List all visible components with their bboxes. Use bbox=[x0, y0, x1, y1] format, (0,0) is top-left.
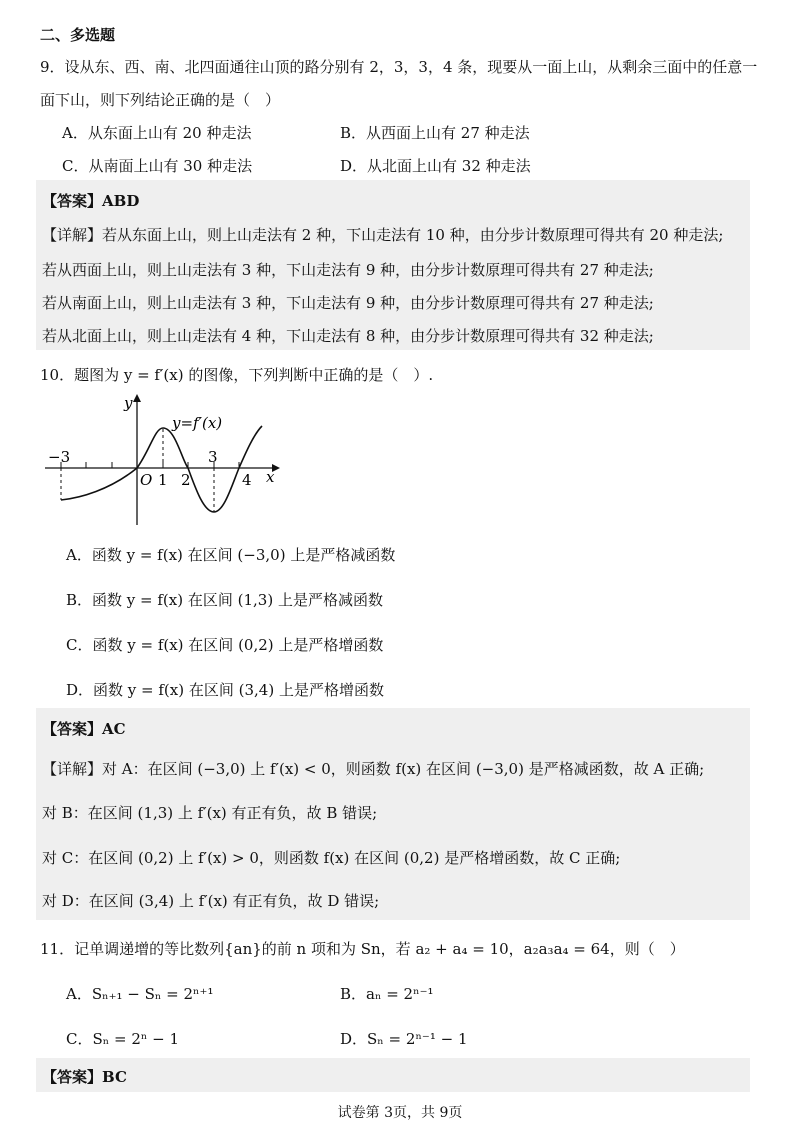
q9-stem-line2: 面下山，则下列结论正确的是（ ） bbox=[40, 91, 281, 109]
q9-detail-line: 若从南面上山，则上山走法有 3 种，下山走法有 9 种，由分步计数原理可得共有 27 种走法; bbox=[42, 294, 654, 312]
q11-option-a: A．Sₙ₊₁ − Sₙ = 2ⁿ⁺¹ bbox=[66, 985, 214, 1003]
q9-answer: 【答案】ABD bbox=[42, 192, 140, 210]
q10-answer-block bbox=[36, 708, 750, 920]
derivative-graph bbox=[40, 390, 290, 530]
curve-label: y=f′(x) bbox=[172, 414, 223, 432]
y-axis-label: y bbox=[124, 394, 133, 412]
q10-detail-line: 对 D：在区间 (3,4) 上 f′(x) 有正有负，故 D 错误; bbox=[42, 892, 380, 910]
q11-option-b: B．aₙ = 2ⁿ⁻¹ bbox=[340, 985, 434, 1003]
q10-stem: 10．题图为 y = f′(x) 的图像，下列判断中正确的是（ ）. bbox=[40, 366, 434, 384]
section-title: 二、多选题 bbox=[40, 26, 116, 44]
y-axis-arrow bbox=[133, 394, 141, 402]
page-footer: 试卷第 3页，共 9页 bbox=[337, 1105, 463, 1121]
tick-label: 1 bbox=[158, 471, 168, 489]
q10-option-c: C．函数 y = f(x) 在区间 (0,2) 上是严格增函数 bbox=[66, 636, 384, 654]
q9-option-b: B．从西面上山有 27 种走法 bbox=[340, 124, 530, 142]
q11-stem: 11．记单调递增的等比数列{an}的前 n 项和为 Sn，若 a₂ + a₄ = 10，a₂a₃a₄ = 64，则（ ） bbox=[40, 940, 685, 958]
q10-option-d: D．函数 y = f(x) 在区间 (3,4) 上是严格增函数 bbox=[66, 681, 384, 699]
q9-detail-line: 若从西面上山，则上山走法有 3 种，下山走法有 9 种，由分步计数原理可得共有 27 种走法; bbox=[42, 261, 654, 279]
q9-detail-line: 【详解】若从东面上山，则上山走法有 2 种，下山走法有 10 种，由分步计数原理可得共有 20 种走法; bbox=[42, 226, 724, 244]
q9-answer-block bbox=[36, 180, 750, 350]
q9-stem-line1: 9．设从东、西、南、北四面通往山顶的路分别有 2，3，3，4 条，现要从一面上山，从剩余三面中的任意一 bbox=[40, 58, 758, 76]
q9-option-a: A．从东面上山有 20 种走法 bbox=[62, 124, 252, 142]
tick-label: −3 bbox=[48, 448, 71, 466]
q10-detail-line: 【详解】对 A：在区间 (−3,0) 上 f′(x) < 0，则函数 f(x) 在区间 (−3,0) 是严格减函数，故 A 正确; bbox=[42, 760, 705, 778]
q10-detail-line: 对 C：在区间 (0,2) 上 f′(x) > 0，则函数 f(x) 在区间 (0,2) 是严格增函数，故 C 正确; bbox=[42, 849, 621, 867]
q9-option-c: C．从南面上山有 30 种走法 bbox=[62, 157, 253, 175]
q10-detail-line: 对 B：在区间 (1,3) 上 f′(x) 有正有负，故 B 错误; bbox=[42, 804, 378, 822]
origin-label: O bbox=[140, 471, 153, 489]
tick-label: 4 bbox=[242, 471, 252, 489]
x-axis-label: x bbox=[266, 468, 275, 486]
q9-option-d: D．从北面上山有 32 种走法 bbox=[340, 157, 531, 175]
q11-option-c: C．Sₙ = 2ⁿ − 1 bbox=[66, 1030, 180, 1048]
q11-answer-block bbox=[36, 1058, 750, 1092]
tick-label: 2 bbox=[181, 471, 191, 489]
q10-option-b: B．函数 y = f(x) 在区间 (1,3) 上是严格减函数 bbox=[66, 591, 383, 609]
tick-label: 3 bbox=[208, 448, 218, 466]
q9-detail-line: 若从北面上山，则上山走法有 4 种，下山走法有 8 种，由分步计数原理可得共有 32 种走法; bbox=[42, 327, 654, 345]
q10-option-a: A．函数 y = f(x) 在区间 (−3,0) 上是严格减函数 bbox=[66, 546, 396, 564]
q11-answer: 【答案】BC bbox=[42, 1068, 127, 1086]
q11-option-d: D．Sₙ = 2ⁿ⁻¹ − 1 bbox=[340, 1030, 468, 1048]
q10-answer: 【答案】AC bbox=[42, 720, 126, 738]
curve-y-fprime bbox=[61, 426, 262, 512]
